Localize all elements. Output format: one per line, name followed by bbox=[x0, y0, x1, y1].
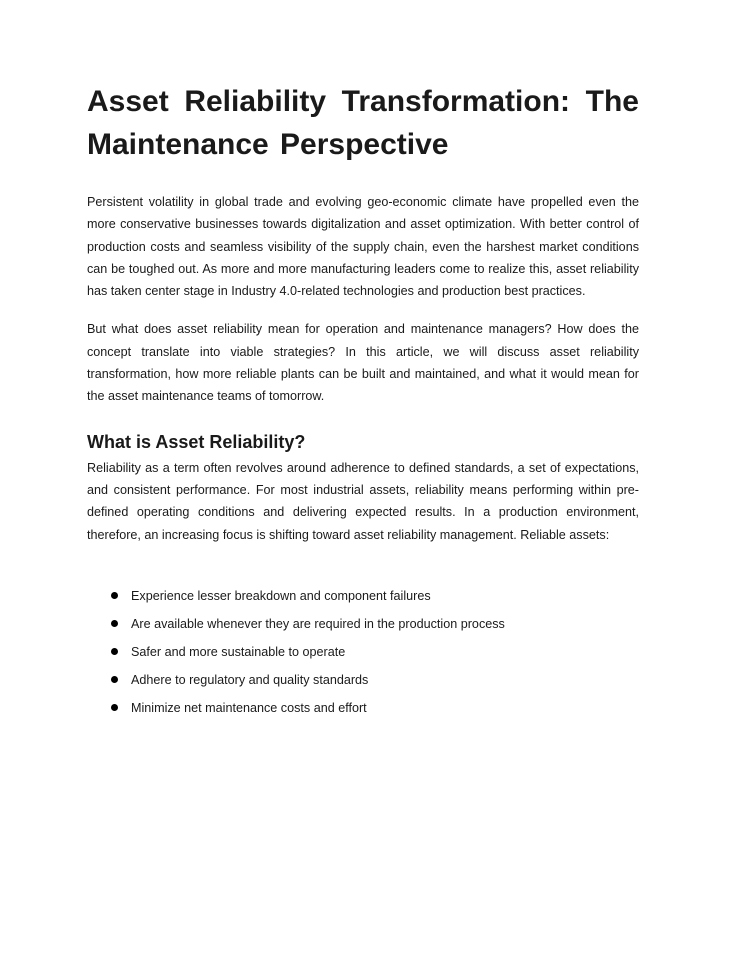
section-paragraph: Reliability as a term often revolves around adherence to defined standards, a set of expectations, and consistent performance. For most industrial assets, reliability means performing within pre-defined operating conditions and delivering expected results. In a production environment, therefore, an increasing focus is shifting toward asset reliability management. Reliable assets: bbox=[87, 460, 639, 542]
intro-paragraph-1: Persistent volatility in global trade and evolving geo-economic climate have propelled even the more conservative businesses towards digitalization and asset optimization. With better control of production costs and seamless visibility of the supply chain, even the harshest market conditions can be toughed out. As more and more manufacturing leaders come to realize this, asset reliability has taken center stage in Industry 4.0-related technologies and production best practices. bbox=[87, 195, 639, 299]
bullet-icon bbox=[111, 620, 118, 627]
section-heading: What is Asset Reliability? bbox=[87, 431, 306, 452]
bullet-icon bbox=[111, 704, 118, 711]
list-item-text: Adhere to regulatory and quality standards bbox=[131, 672, 369, 687]
list-item bbox=[87, 666, 639, 694]
list-item bbox=[87, 638, 639, 666]
list-item bbox=[87, 582, 639, 610]
list-item bbox=[87, 694, 639, 722]
document-title: Asset Reliability Transformation: The Maintenance Perspective bbox=[87, 85, 639, 161]
document-page bbox=[87, 80, 639, 722]
list-item-text: Safer and more sustainable to operate bbox=[131, 644, 346, 659]
bullet-icon bbox=[111, 592, 118, 599]
list-item-text: Are available whenever they are required in the production process bbox=[131, 616, 505, 631]
bullet-icon bbox=[111, 648, 118, 655]
bullet-icon bbox=[111, 676, 118, 683]
list-item-text: Experience lesser breakdown and component failures bbox=[131, 588, 431, 603]
intro-paragraph-2: But what does asset reliability mean for operation and maintenance managers? How does the concept translate into viable strategies? In this article, we will discuss asset reliability transformation, how more reliable plants can be built and maintained, and what it would mean for the asset maintenance teams of tomorrow. bbox=[87, 322, 639, 404]
reliable-assets-list bbox=[87, 582, 639, 722]
list-item bbox=[87, 610, 639, 638]
list-item-text: Minimize net maintenance costs and effort bbox=[131, 700, 367, 715]
